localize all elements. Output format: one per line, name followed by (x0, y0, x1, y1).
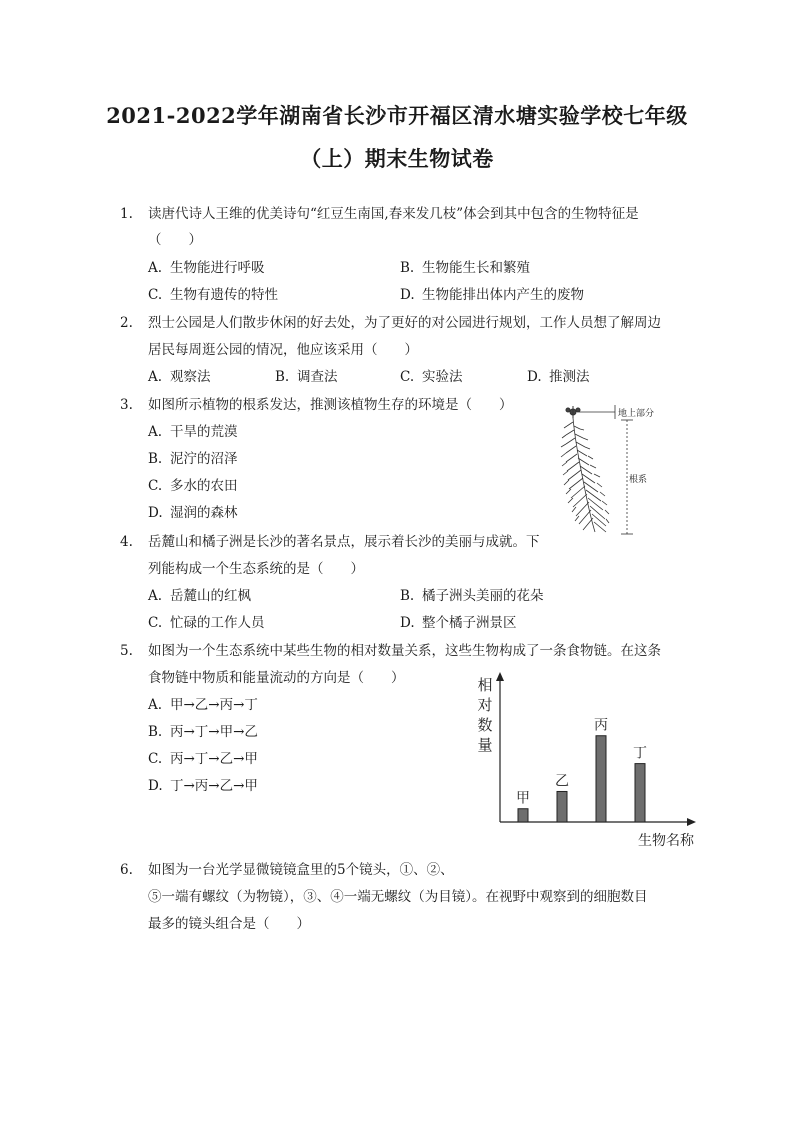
question-text: 食物链中物质和能量流动的方向是（ ） (148, 670, 405, 686)
option-a[interactable] (148, 692, 258, 719)
question-number: 5. (120, 643, 133, 659)
y-axis-label-char: 量 (477, 736, 493, 754)
question-number: 2. (120, 315, 133, 331)
option-label: C. (148, 615, 163, 631)
x-axis-arrow (687, 818, 696, 826)
option-label: D. (148, 778, 163, 794)
option-d[interactable] (400, 282, 584, 309)
option-c[interactable] (148, 282, 278, 309)
option-label: B. (400, 260, 415, 276)
option-label: B. (400, 588, 415, 604)
option-text: 橘子洲头美丽的花朵 (422, 588, 544, 604)
option-d[interactable] (148, 500, 238, 527)
option-text: 泥泞的沼泽 (170, 451, 238, 467)
option-label: C. (148, 751, 163, 767)
y-axis-label-char: 相 (477, 676, 493, 694)
y-axis-arrow (496, 672, 504, 681)
page-title-line2: （上）期末生物试卷 (300, 146, 494, 171)
option-c[interactable] (148, 746, 258, 773)
option-text: 忙碌的工作人员 (170, 615, 265, 631)
option-label: A. (148, 424, 163, 440)
option-text: 生物能进行呼吸 (170, 260, 265, 276)
option-label: C. (148, 287, 163, 303)
option-a[interactable] (148, 583, 251, 610)
option-a[interactable] (148, 419, 238, 446)
question-text: 居民每周逛公园的情况，他应该采用（ ） (148, 342, 418, 358)
option-text: 干旱的荒漠 (170, 424, 238, 440)
option-label: A. (148, 588, 163, 604)
root-system-figure (555, 400, 665, 540)
bar-label-2: 乙 (555, 773, 569, 790)
option-b[interactable] (148, 446, 238, 473)
option-text: 推测法 (549, 369, 590, 385)
question-text: 如图为一个生态系统中某些生物的相对数量关系，这些生物构成了一条食物链。在这条 (148, 643, 661, 659)
question-text: （ ） (148, 232, 202, 248)
option-label: B. (148, 724, 163, 740)
question-text: 最多的镜头组合是（ ） (148, 916, 310, 932)
option-b[interactable] (400, 583, 544, 610)
label-above-ground: 地上部分 (618, 409, 655, 419)
option-label: A. (148, 697, 163, 713)
option-c[interactable] (400, 364, 463, 391)
option-b[interactable] (275, 364, 338, 391)
bar-label-4: 丁 (633, 745, 647, 762)
option-text: 生物有遗传的特性 (170, 287, 278, 303)
option-text: 多水的农田 (170, 478, 238, 494)
option-b[interactable] (148, 719, 258, 746)
option-text: 甲→乙→丙→丁 (170, 697, 258, 713)
label-root-system: 根系 (629, 475, 648, 485)
option-c[interactable] (148, 473, 238, 500)
bar-2 (557, 791, 567, 822)
option-text: 调查法 (297, 369, 338, 385)
option-label: B. (275, 369, 290, 385)
root-mass (561, 418, 609, 532)
option-label: C. (148, 478, 163, 494)
option-text: 整个橘子洲景区 (422, 615, 517, 631)
y-axis-label-char: 数 (477, 716, 493, 734)
option-a[interactable] (148, 255, 265, 282)
bar-label-3: 丙 (594, 717, 608, 734)
option-d[interactable] (148, 773, 258, 800)
option-d[interactable] (400, 610, 517, 637)
plant-shoot (566, 406, 580, 418)
option-text: 丙→丁→乙→甲 (170, 751, 258, 767)
option-label: D. (527, 369, 542, 385)
option-text: 湿润的森林 (170, 505, 238, 521)
option-label: A. (148, 369, 163, 385)
question-number: 4. (120, 534, 133, 550)
y-axis-label-char: 对 (477, 696, 493, 714)
page-title-line1: 2021-2022学年湖南省长沙市开福区清水塘实验学校七年级 (106, 103, 688, 128)
bar-4 (635, 764, 645, 822)
question-number: 6. (120, 862, 133, 878)
option-text: 丙→丁→甲→乙 (170, 724, 258, 740)
option-d[interactable] (527, 364, 590, 391)
question-text: 如图为一台光学显微镜镜盒里的5个镜头，①、②、 (148, 862, 454, 878)
question-text: 列能构成一个生态系统的是（ ） (148, 561, 364, 577)
option-label: C. (400, 369, 415, 385)
option-label: D. (400, 615, 415, 631)
option-text: 观察法 (170, 369, 211, 385)
question-text: 如图所示植物的根系发达，推测该植物生存的环境是（ ） (148, 397, 513, 413)
question-text: 读唐代诗人王维的优美诗句“红豆生南国,春来发几枝”体会到其中包含的生物特征是 (148, 206, 639, 222)
option-label: D. (400, 287, 415, 303)
question-text: 岳麓山和橘子洲是长沙的著名景点，展示着长沙的美丽与成就。下 (148, 534, 540, 550)
option-text: 实验法 (422, 369, 463, 385)
option-text: 生物能排出体内产生的废物 (422, 287, 584, 303)
question-number: 1. (120, 206, 133, 222)
option-label: A. (148, 260, 163, 276)
bar-1 (518, 809, 528, 822)
x-axis-label: 生物名称 (638, 833, 694, 849)
bar-3 (596, 736, 606, 822)
relative-quantity-chart (470, 668, 710, 858)
option-text: 生物能生长和繁殖 (422, 260, 530, 276)
question-number: 3. (120, 397, 133, 413)
option-label: B. (148, 451, 163, 467)
option-a[interactable] (148, 364, 211, 391)
option-label: D. (148, 505, 163, 521)
question-text: ⑤一端有螺纹（为物镜），③、④一端无螺纹（为目镜）。在视野中观察到的细胞数目 (148, 889, 648, 905)
option-text: 岳麓山的红枫 (170, 588, 251, 604)
option-text: 丁→丙→乙→甲 (170, 778, 258, 794)
question-text: 烈士公园是人们散步休闲的好去处，为了更好的对公园进行规划，工作人员想了解周边 (148, 315, 661, 331)
bar-label-1: 甲 (516, 790, 530, 807)
option-b[interactable] (400, 255, 530, 282)
option-c[interactable] (148, 610, 265, 637)
y-axis-label (477, 676, 492, 754)
